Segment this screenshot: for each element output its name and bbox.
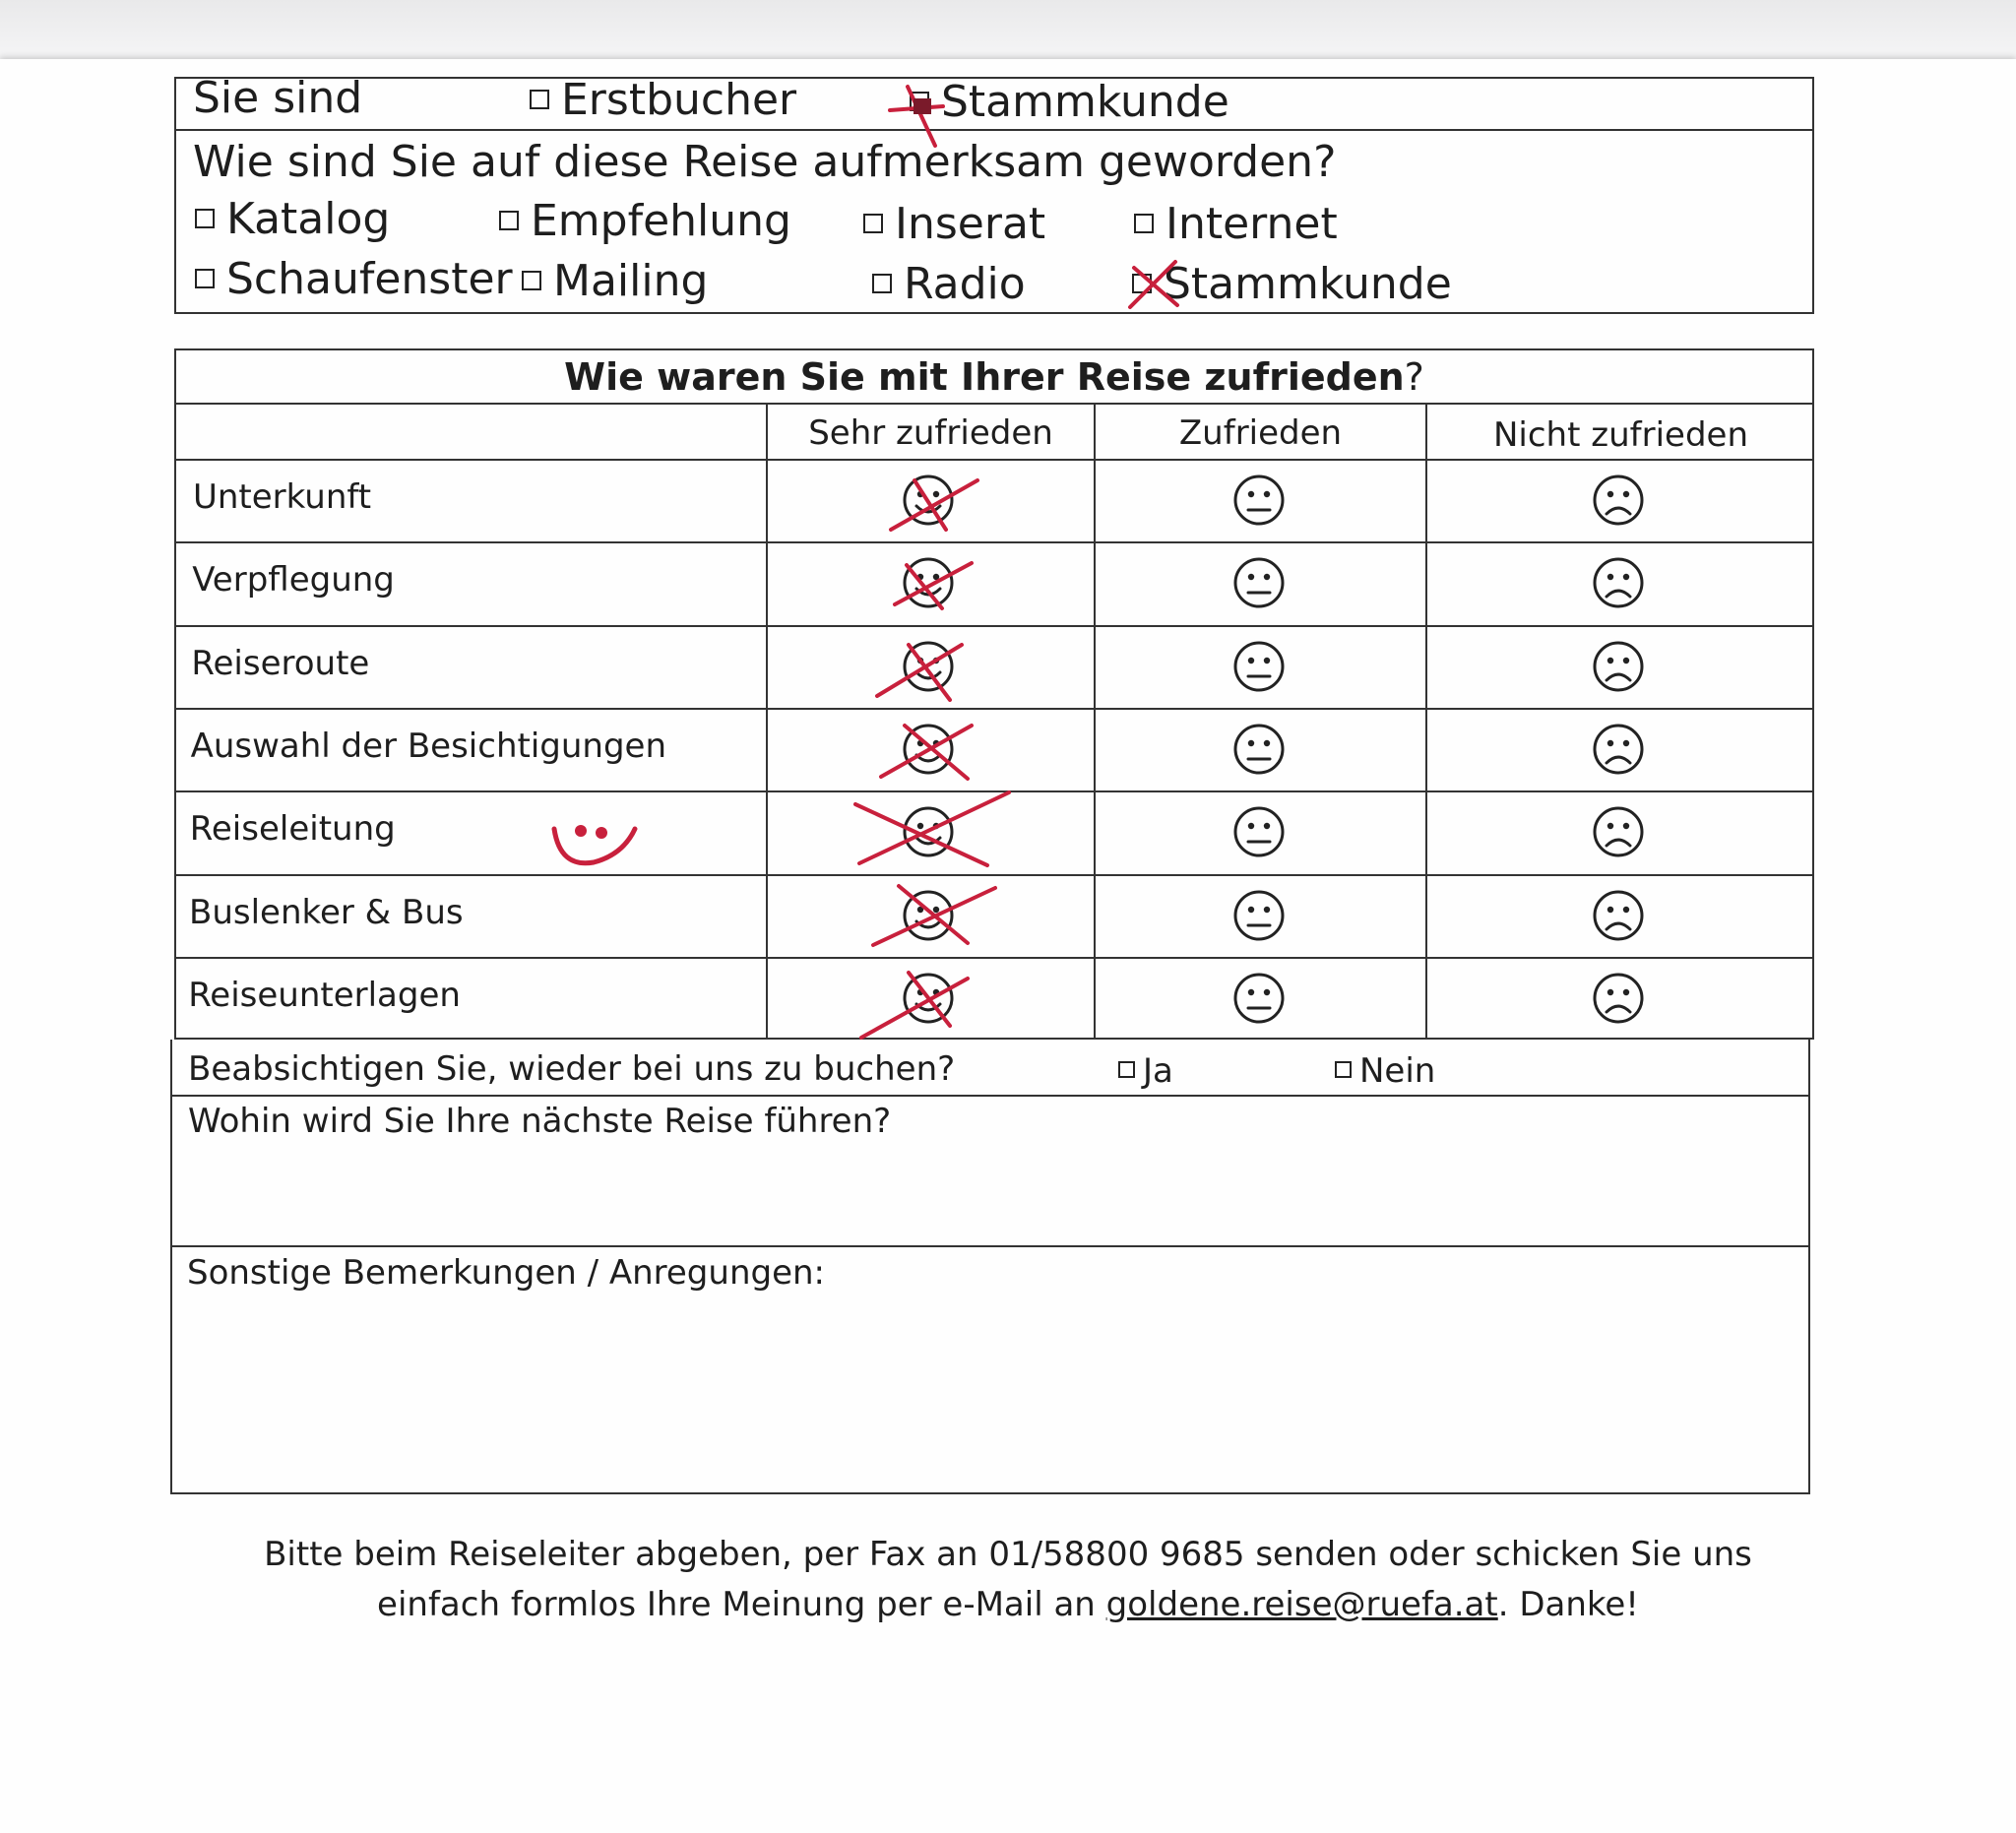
ink-cross-mark <box>830 944 1027 1052</box>
sad-face-icon[interactable] <box>1589 969 1648 1028</box>
remarks-label: Sonstige Bemerkungen / Anregungen: <box>187 1253 825 1293</box>
erstbucher-option[interactable] <box>530 75 797 125</box>
source-option-internet[interactable] <box>1134 199 1338 249</box>
neutral-face-icon[interactable] <box>1229 886 1289 945</box>
sad-face-icon[interactable] <box>1589 720 1648 779</box>
source-option-inserat[interactable] <box>863 199 1046 249</box>
source-stammkunde-label: Stammkunde <box>1164 259 1452 309</box>
rebook-yes-label: Ja <box>1143 1051 1173 1091</box>
source-option-schaufenster[interactable] <box>195 254 513 304</box>
ink-smiley-doodle <box>546 811 645 880</box>
neutral-face-icon[interactable] <box>1229 720 1289 779</box>
neutral-face-icon[interactable] <box>1229 471 1289 530</box>
source-option-mailing[interactable] <box>522 256 709 306</box>
rating-col-divider-2 <box>1094 403 1096 1040</box>
stammkunde-option[interactable] <box>910 77 1229 127</box>
next-trip-question: Wohin wird Sie Ihre nächste Reise führen? <box>188 1102 892 1141</box>
sad-face-icon[interactable] <box>1589 553 1648 612</box>
sad-face-icon[interactable] <box>1589 802 1648 861</box>
scan-top-shade <box>0 0 2016 59</box>
katalog-label: Katalog <box>226 194 391 244</box>
empfehlung-label: Empfehlung <box>531 196 791 246</box>
radio-checkbox[interactable] <box>872 274 892 293</box>
source-option-radio[interactable] <box>872 259 1026 309</box>
source-question: Wie sind Sie auf diese Reise aufmerksam geworden? <box>193 137 1337 187</box>
katalog-checkbox[interactable] <box>195 209 215 228</box>
neutral-face-icon[interactable] <box>1229 802 1289 861</box>
footer-line-2 <box>0 1585 2016 1624</box>
col-header-nicht-zufrieden: Nicht zufrieden <box>1492 415 1749 455</box>
ink-x-stammkunde-top <box>886 81 955 150</box>
ink-x-stammkunde-source <box>1122 254 1187 319</box>
col-header-sehr-zufrieden: Sehr zufrieden <box>808 413 1053 453</box>
mailing-label: Mailing <box>553 256 709 306</box>
erstbucher-checkbox[interactable] <box>530 90 549 109</box>
radio-label: Radio <box>904 259 1026 309</box>
schaufenster-checkbox[interactable] <box>195 269 215 288</box>
internet-label: Internet <box>1166 199 1338 249</box>
neutral-face-icon[interactable] <box>1229 553 1289 612</box>
neutral-face-icon[interactable] <box>1229 637 1289 696</box>
footer-line-1: Bitte beim Reiseleiter abgeben, per Fax an 01/58800 9685 senden oder schicken Sie uns <box>264 1535 1752 1574</box>
rating-row-label: Reiseroute <box>191 644 370 683</box>
footer-line-2-prefix: einfach formlos Ihre Meinung per e-Mail an <box>377 1585 1106 1624</box>
source-box-divider <box>174 129 1814 131</box>
rebook-yes-checkbox[interactable] <box>1118 1061 1135 1078</box>
rating-title-mark: ? <box>1404 355 1424 399</box>
empfehlung-checkbox[interactable] <box>499 211 519 230</box>
rating-row-label: Reiseunterlagen <box>188 976 461 1015</box>
stammkunde-label: Stammkunde <box>941 77 1229 127</box>
rebook-yes-option[interactable] <box>1118 1051 1173 1091</box>
rebook-no-checkbox[interactable] <box>1335 1061 1352 1078</box>
rebook-no-option[interactable] <box>1335 1051 1436 1091</box>
sad-face-icon[interactable] <box>1589 886 1648 945</box>
erstbucher-label: Erstbucher <box>561 75 797 125</box>
rating-row-label: Buslenker & Bus <box>189 893 464 932</box>
rating-row-label: Verpflegung <box>192 560 395 600</box>
internet-checkbox[interactable] <box>1134 214 1154 233</box>
rating-title-divider <box>174 403 1814 405</box>
inserat-checkbox[interactable] <box>863 214 883 233</box>
footer-email-link[interactable]: goldene.reise@ruefa.at <box>1105 1585 1498 1624</box>
rating-col-divider-3 <box>1425 403 1427 1040</box>
rebook-no-label: Nein <box>1359 1051 1436 1091</box>
rating-row-label: Auswahl der Besichtigungen <box>190 727 666 766</box>
rating-title-text: Wie waren Sie mit Ihrer Reise zufrieden <box>564 355 1405 399</box>
sad-face-icon[interactable] <box>1589 637 1648 696</box>
schaufenster-label: Schaufenster <box>226 254 513 304</box>
rating-title <box>174 355 1814 399</box>
source-option-empfehlung[interactable] <box>499 196 791 246</box>
neutral-face-icon[interactable] <box>1229 969 1289 1028</box>
rating-row-label: Reiseleitung <box>189 809 396 849</box>
next-trip-divider <box>170 1245 1810 1247</box>
sie-sind-label: Sie sind <box>193 73 363 123</box>
sad-face-icon[interactable] <box>1589 471 1648 530</box>
footer-line-2-suffix: . Danke! <box>1497 1585 1639 1624</box>
rating-row-label: Unterkunft <box>193 477 372 517</box>
inserat-label: Inserat <box>895 199 1046 249</box>
rebook-question: Beabsichtigen Sie, wieder bei uns zu buchen? <box>188 1049 956 1089</box>
rebook-divider <box>170 1095 1810 1097</box>
rating-col-divider-1 <box>766 403 768 1040</box>
col-header-zufrieden: Zufrieden <box>1178 413 1343 453</box>
source-option-katalog[interactable] <box>195 194 391 244</box>
mailing-checkbox[interactable] <box>522 271 541 290</box>
